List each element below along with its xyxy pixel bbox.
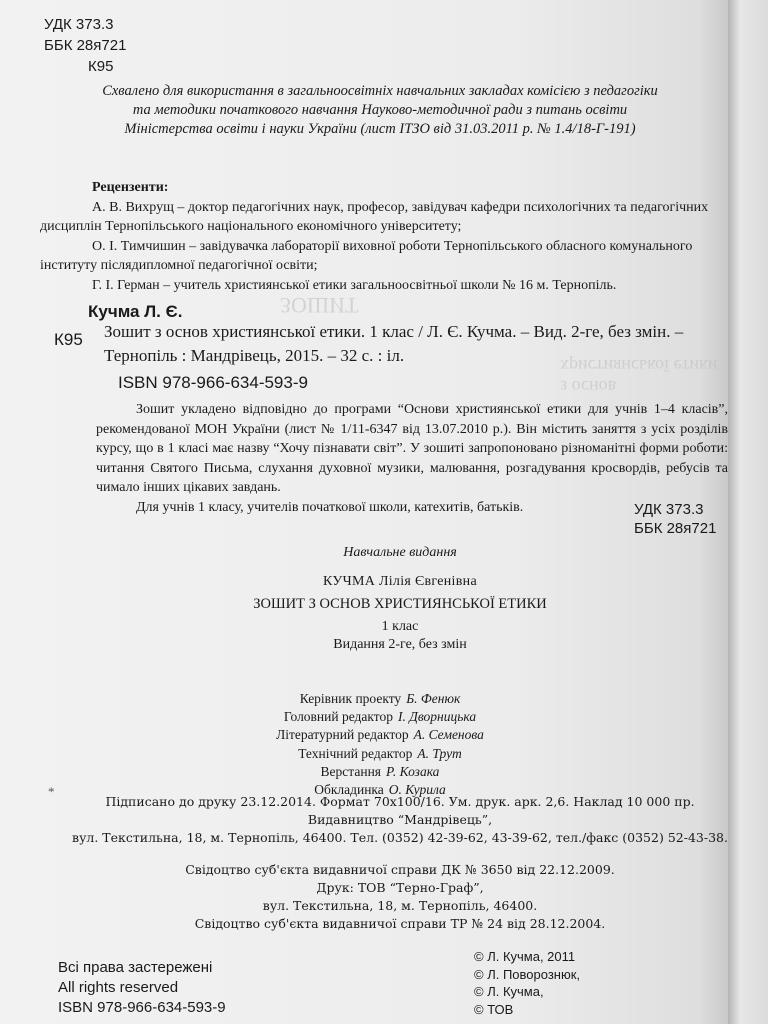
rights-isbn: ISBN 978-966-634-593-9 [58, 999, 226, 1016]
copyright-block [474, 948, 580, 1018]
imprint-line: Свідоцтво суб'єкта видавничої справи ДК № 3650 від 22.12.2009. [185, 862, 615, 877]
copyright-line: © Л. Кучма, [474, 984, 544, 999]
bib-isbn: ISBN 978-966-634-593-9 [118, 373, 308, 392]
rights-line: Всі права застережені [58, 959, 213, 976]
staff-row [190, 690, 570, 708]
staff-role: Технічний редактор [298, 745, 413, 761]
copyright-line: © Л. Кучма, 2011 [474, 949, 576, 964]
staff-name: Р. Козака [386, 763, 440, 779]
rights-block [58, 958, 226, 1018]
show-through-text: з основ християнської етики [560, 356, 718, 397]
reviewer-item: Г. І. Герман – учитель християнської етики загальноосвітньої школи № 16 м. Тернопіль. [92, 277, 617, 293]
publication-type: Навчальне видання [343, 545, 457, 560]
imprint-line: Підписано до друку 23.12.2014. Формат 70x100/16. Ум. друк. арк. 2,6. Наклад 10 000 пр. [105, 794, 695, 809]
staff-role: Керівник проекту [299, 691, 402, 706]
approval-line: та методики початкового навчання Науково-методичної ради з питань освіти [132, 102, 628, 118]
staff-name: А. Семенова [413, 727, 484, 743]
bbk-code: ББК 28я721 [634, 520, 717, 537]
staff-role: Головний редактор [283, 709, 394, 725]
udk-code: УДК 373.3 [634, 501, 704, 518]
grade: 1 клас [381, 619, 419, 634]
reviewer-item: О. І. Тимчишин – завідувачка лабораторії виховної роботи Тернопільського обласного комунального інституту післядипломної педагогічної освіти; [40, 238, 693, 273]
classification-codes-top [44, 14, 126, 77]
staff-role: Верстання [320, 763, 382, 779]
staff-row [190, 726, 570, 744]
annotation-audience: Для учнів 1 класу, учителів початкової школи, катехитів, батьків. [136, 499, 524, 515]
udk-code: УДК 373.3 [44, 16, 114, 33]
staff-credits [190, 690, 570, 799]
reviewers-section [40, 178, 728, 295]
approval-line: Міністерства освіти і науки України (лист ІТЗО від 31.03.2011 р. № 1.4/18-Г-191) [124, 121, 636, 137]
staff-role: Обкладинка [314, 782, 384, 798]
imprint-line: вул. Текстильна, 18, м. Тернопіль, 46400. Тел. (0352) 42-39-62, 43-39-62, тел./факс (0352) 52-43-38. [72, 830, 728, 845]
staff-name: О. Курила [388, 782, 446, 798]
staff-name: Б. Фенюк [406, 691, 461, 706]
staff-row [190, 708, 570, 726]
staff-name: І. Дворницька [398, 709, 477, 725]
approval-statement [30, 82, 728, 139]
reviewers-heading: Рецензенти: [92, 180, 169, 195]
book-title: ЗОШИТ З ОСНОВ ХРИСТИЯНСЬКОЇ ЕТИКИ [253, 596, 547, 612]
reviewer-item: А. В. Вихрущ – доктор педагогічних наук, професор, завідувач кафедри психологічних та педагогічних дисциплін Тернопільського національного економічного університету; [40, 199, 709, 234]
edition: Видання 2-ге, без змін [333, 637, 467, 652]
annotation-text: Зошит укладено відповідно до програми “Основи християнської етики для учнів 1–4 класів”, рекомендованої МОН України (лист № 1/11-6347 від 13.07.2010 р.). Він містить заняття з усіх розділів курсу, що в 1 класі має назву “Хочу пізнавати світ”. У зошиті запропоновано різноманітні форми роботи: читання Святого Письма, слухання духовної музики, малювання, розгадування кросвордів, ребусів та чимало інших цікавих завдань. [96, 402, 728, 495]
copyright-line: © ТОВ [474, 1001, 514, 1017]
imprint-line: вул. Текстильна, 18, м. Тернопіль, 46400. [262, 898, 538, 913]
adjacent-page-edge [728, 0, 768, 1024]
imprint [60, 793, 728, 933]
bib-author-mark: К95 [54, 330, 83, 349]
author-full-name: КУЧМА Лілія Євгенівна [323, 574, 477, 589]
imprint-line: Друк: ТОВ “Терно-Граф”, [316, 880, 484, 895]
asterisk-mark: * [48, 784, 55, 799]
bib-author: Кучма Л. Є. [88, 302, 183, 321]
bib-record: Зошит з основ християнської етики. 1 клас / Л. Є. Кучма. – Вид. 2-ге, без змін. – Тернопіль : Мандрівець, 2015. – 32 с. : іл. [104, 322, 684, 365]
staff-row [190, 745, 570, 763]
staff-role: Літературний редактор [276, 727, 409, 743]
approval-line: Схвалено для використання в загальноосвітніх навчальних закладах комісією з педагогіки [102, 83, 658, 99]
classification-codes-bottom [634, 500, 716, 538]
staff-name: А. Трут [417, 745, 462, 761]
imprint-line: Свідоцтво суб'єкта видавничої справи ТР № 24 від 28.12.2004. [194, 916, 606, 931]
author-mark: К95 [88, 58, 114, 75]
imprint-line: Видавництво “Мандрівець”, [307, 812, 493, 827]
show-through-text: ЗОШИТ [280, 293, 359, 318]
rights-line: All rights reserved [58, 979, 179, 996]
copyright-line: © Л. Поворознюк, [474, 966, 581, 982]
bbk-code: ББК 28я721 [44, 37, 127, 54]
staff-row [190, 763, 570, 781]
